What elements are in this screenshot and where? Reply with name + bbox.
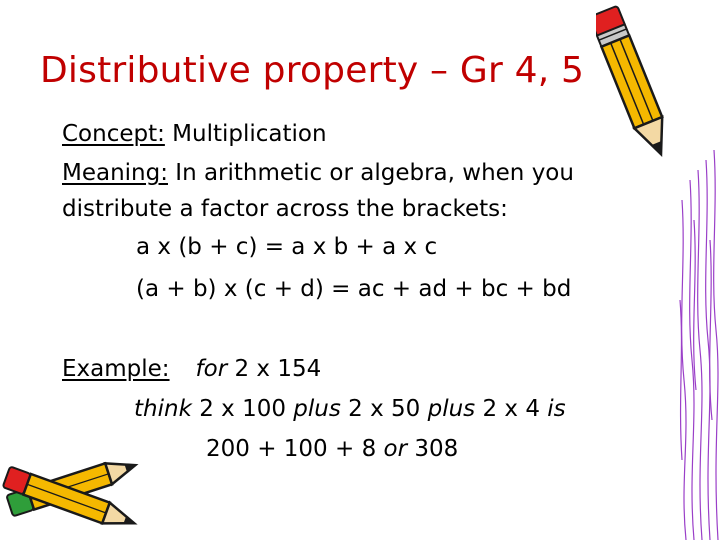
example-line2-segment: think — [134, 396, 192, 422]
example-line-3 — [206, 436, 458, 462]
example-line2-segment: is — [547, 396, 566, 422]
stripes-border — [676, 0, 720, 540]
example-line-2 — [134, 396, 566, 422]
example-line-1 — [62, 356, 321, 382]
slide-title: Distributive property – Gr 4, 5 — [40, 50, 585, 91]
concept-text: Multiplication — [164, 121, 327, 147]
formula-1: a x (b + c) = a x b + a x c — [136, 234, 438, 260]
concept-label: Concept: — [62, 121, 165, 147]
formula-2: (a + b) x (c + d) = ac + ad + bc + bd — [136, 276, 572, 302]
example-line2-segment: 2 x 4 — [475, 396, 548, 422]
example-line2-segment: 2 x 50 — [340, 396, 428, 422]
example-line3-segment: or — [383, 436, 408, 462]
example-line3-segment: 308 — [407, 436, 459, 462]
concept-line — [62, 121, 327, 147]
pencil-icon — [596, 0, 668, 170]
meaning-text-1: In arithmetic or algebra, when you — [167, 160, 574, 186]
meaning-label: Meaning: — [62, 160, 168, 186]
example-line2-segment: 2 x 100 — [191, 396, 294, 422]
example-line3-segment: 200 + 100 + 8 — [206, 436, 384, 462]
example-line2-segment: plus — [293, 396, 341, 422]
example-for: for — [195, 356, 228, 382]
example-expr: 2 x 154 — [227, 356, 322, 382]
meaning-line-1 — [62, 160, 574, 186]
example-line2-segment: plus — [427, 396, 476, 422]
pencils-icon — [0, 430, 150, 540]
example-label: Example: — [62, 356, 170, 382]
meaning-line-2: distribute a factor across the brackets: — [62, 196, 508, 222]
